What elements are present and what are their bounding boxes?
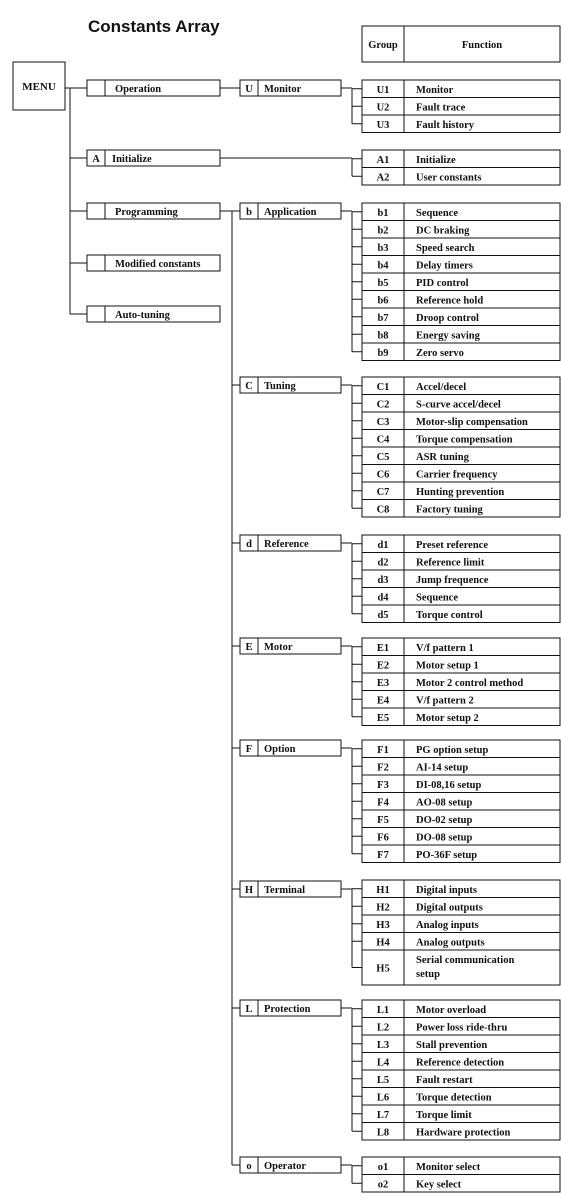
group-label: Motor [264,642,293,653]
row-group: A2 [376,172,390,184]
row-function: S-curve accel/decel [416,399,501,411]
row-group: F2 [377,762,389,774]
row-function: Torque limit [416,1109,472,1121]
group-label: Monitor [264,84,302,95]
row-group: C4 [376,434,390,446]
group-code: d [246,539,252,550]
row-function: PG option setup [416,744,489,756]
row-function: DO-08 setup [416,832,473,844]
row-function: Motor overload [416,1004,487,1016]
row-function: Torque compensation [416,434,513,446]
row-function: Monitor [416,84,454,96]
row-function: Sequence [416,592,458,604]
row-group: A1 [376,154,390,166]
group-code: o [246,1161,252,1172]
row-group: b3 [377,242,389,254]
row-function: Motor setup 1 [416,660,479,672]
row-group: C6 [376,469,390,481]
row-group: L5 [376,1074,390,1086]
page-title: Constants Array [88,17,220,36]
row-group: d1 [377,539,389,551]
row-function: Digital inputs [416,884,477,896]
row-function: Reference hold [416,295,484,307]
row-function: PID control [416,277,469,289]
group-code: F [245,744,253,755]
row-function: Power loss ride-thru [416,1022,508,1034]
row-function: Monitor select [416,1161,481,1173]
row-function: ASR tuning [416,451,469,463]
row-function: Energy saving [416,330,480,342]
row-group: b7 [377,312,389,324]
row-function: Torque control [416,609,483,621]
group-label: Protection [264,1004,311,1015]
row-group: d2 [377,557,389,569]
function-row [362,203,560,221]
row-function: Speed search [416,242,475,254]
row-function: V/f pattern 1 [416,642,474,654]
row-function: DC braking [416,225,470,237]
row-function: Fault trace [416,102,466,114]
row-function: Hardware protection [416,1127,511,1139]
row-group: b6 [377,295,389,307]
group-label: Terminal [264,885,306,896]
row-group: C7 [376,486,390,498]
row-function: setup [416,969,440,980]
row-function: Reference limit [416,557,485,569]
row-group: F4 [377,797,389,809]
row-function: Factory tuning [416,504,483,516]
row-group: o1 [377,1161,389,1173]
row-group: L3 [376,1039,390,1051]
row-function: Serial communication [416,955,515,966]
group-code: L [245,1004,253,1015]
row-function: AO-08 setup [416,797,473,809]
mode-label: Initialize [112,154,152,165]
mode-label: Programming [115,207,178,218]
mode-box [87,150,220,166]
row-group: C8 [376,504,390,516]
row-function: DI-08,16 setup [416,779,482,791]
row-group: E4 [376,695,390,707]
row-group: F7 [377,849,389,861]
row-group: H1 [376,884,390,896]
row-group: F5 [377,814,389,826]
row-group: L1 [376,1004,390,1016]
function-row [362,150,560,168]
row-group: U3 [376,119,390,131]
row-group: U2 [376,102,390,114]
row-function: Motor 2 control method [416,677,524,689]
row-group: F6 [377,832,389,844]
row-function: Reference detection [416,1057,505,1069]
row-group: L7 [376,1109,390,1121]
function-row [362,80,560,98]
row-function: Fault restart [416,1074,473,1086]
row-function: Sequence [416,207,458,219]
row-function: Analog outputs [416,937,485,949]
row-group: L2 [376,1022,390,1034]
row-function: Accel/decel [416,381,467,393]
row-function: Motor-slip compensation [416,416,528,428]
row-group: o2 [377,1179,389,1191]
row-group: b4 [377,260,389,272]
row-group: F3 [377,779,389,791]
header-group: Group [368,40,398,51]
row-function: Delay timers [416,260,473,272]
row-function: Fault history [416,119,475,131]
row-group: H4 [376,937,390,949]
row-function: Zero servo [416,347,464,359]
row-group: d5 [377,609,389,621]
row-group: E1 [376,642,390,654]
row-group: C2 [376,399,390,411]
row-group: U1 [376,84,390,96]
row-function: Stall prevention [416,1039,488,1051]
row-function: User constants [416,172,482,184]
row-group: C5 [376,451,390,463]
row-group: L6 [376,1092,390,1104]
row-group: E2 [376,660,390,672]
row-group: C3 [376,416,390,428]
mode-code: A [92,154,100,165]
row-function: Initialize [416,154,456,166]
row-group: b9 [377,347,389,359]
row-function: Droop control [416,312,479,324]
function-row [362,588,560,606]
row-function: Torque detection [416,1092,492,1104]
row-function: DO-02 setup [416,814,473,826]
group-label: Tuning [264,381,296,392]
row-function: PO-36F setup [416,849,478,861]
row-function: Preset reference [416,539,488,551]
row-group: L8 [376,1127,390,1139]
row-group: L4 [376,1057,390,1069]
row-group: d3 [377,574,389,586]
row-function: Motor setup 2 [416,712,479,724]
row-group: H3 [376,919,390,931]
row-group: d4 [377,592,389,604]
row-group: b5 [377,277,389,289]
header-function: Function [461,40,503,51]
group-code: E [245,642,253,653]
group-label: Option [264,744,296,755]
group-code: C [245,381,253,392]
row-group: E3 [376,677,390,689]
group-code: b [246,207,252,218]
row-group: H5 [376,963,390,975]
row-group: b8 [377,330,389,342]
row-group: b2 [377,225,389,237]
row-function: Key select [416,1179,462,1191]
row-group: H2 [376,902,390,914]
row-function: Carrier frequency [416,469,498,481]
row-function: Hunting prevention [416,486,505,498]
row-group: C1 [376,381,390,393]
mode-label: Operation [115,84,162,95]
group-label: Operator [264,1161,306,1172]
group-label: Reference [264,539,309,550]
menu-label: MENU [22,81,56,93]
row-function: Jump frequence [416,574,489,586]
group-code: U [245,84,253,95]
group-code: H [244,885,254,896]
group-label: Application [264,207,317,218]
row-function: Analog inputs [416,919,479,931]
mode-label: Auto-tuning [115,310,170,321]
row-group: E5 [376,712,390,724]
mode-label: Modified constants [115,259,201,270]
row-group: F1 [377,744,389,756]
row-function: AI-14 setup [416,762,469,774]
row-function: V/f pattern 2 [416,695,474,707]
row-group: b1 [377,207,389,219]
row-function: Digital outputs [416,902,483,914]
